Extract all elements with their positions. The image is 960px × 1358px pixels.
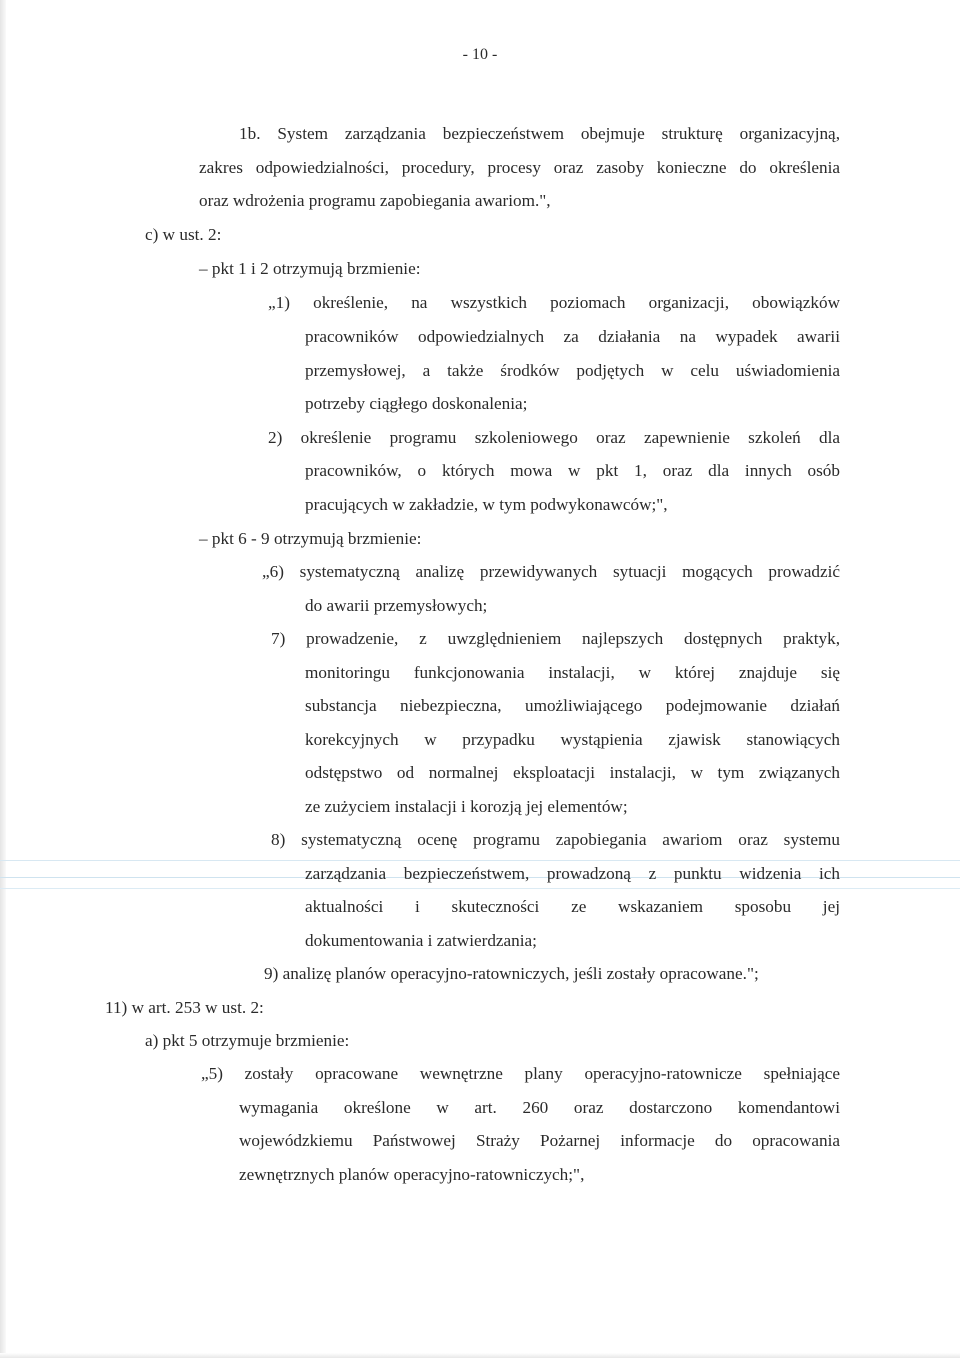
list-item-label: 11) w art. 253 w ust. 2:: [105, 998, 264, 1017]
text-line: „1) określenie, na wszystkich poziomach organizacji, obowiązków: [268, 293, 840, 312]
text-line: „6) systematyczną analizę przewidywanych sytuacji mogących prowadzić: [262, 562, 840, 581]
text-line: aktualności i skuteczności ze wskazaniem sposobu jej: [305, 897, 840, 916]
scan-bottom-edge: [0, 1353, 960, 1358]
text-line: 7) prowadzenie, z uwzględnieniem najlepszych dostępnych praktyk,: [271, 629, 840, 648]
text-line: monitoringu funkcjonowania instalacji, w której znajduje się: [305, 663, 840, 682]
text-line: wojewódzkiemu Państwowej Straży Pożarnej informacje do opracowania: [239, 1131, 840, 1150]
text-line: „5) zostały opracowane wewnętrzne plany operacyjno-ratownicze spełniające: [201, 1064, 840, 1083]
text-line: 9) analizę planów operacyjno-ratowniczych, jeśli zostały opracowane.";: [264, 964, 759, 983]
scan-artifact-line: [0, 888, 960, 889]
text-line: wymagania określone w art. 260 oraz dostarczono komendantowi: [239, 1098, 840, 1117]
text-line: potrzeby ciągłego doskonalenia;: [305, 394, 528, 413]
list-item-label: a) pkt 5 otrzymuje brzmienie:: [145, 1031, 350, 1050]
text-line: pracowników odpowiedzialnych za działania na wypadek awarii: [305, 327, 840, 346]
text-line: przemysłowej, a także środków podjętych w celu uświadomienia: [305, 361, 840, 380]
text-line: pracujących w zakładzie, w tym podwykonawców;",: [305, 495, 668, 514]
text-line: oraz wdrożenia programu zapobiegania awariom.",: [199, 191, 551, 210]
text-line: do awarii przemysłowych;: [305, 596, 488, 615]
text-line: zarządzania bezpieczeństwem, prowadzoną z punktu widzenia ich: [305, 864, 840, 883]
text-line: zewnętrznych planów operacyjno-ratowniczych;",: [239, 1165, 585, 1184]
page-number: - 10 -: [462, 46, 498, 63]
text-line: – pkt 6 - 9 otrzymują brzmienie:: [199, 529, 422, 548]
text-line: 8) systematyczną ocenę programu zapobiegania awariom oraz systemu: [271, 830, 840, 849]
text-line: zakres odpowiedzialności, procedury, procesy oraz zasoby konieczne do określenia: [199, 158, 840, 177]
scan-artifact-line: [0, 860, 960, 861]
text-line: ze zużyciem instalacji i korozją jej elementów;: [305, 797, 628, 816]
text-line: 1b. System zarządzania bezpieczeństwem obejmuje strukturę organizacyjną,: [239, 124, 840, 143]
text-line: – pkt 1 i 2 otrzymują brzmienie:: [199, 259, 421, 278]
list-item-label: c) w ust. 2:: [145, 225, 222, 244]
text-line: korekcyjnych w przypadku wystąpienia zjawisk stanowiących: [305, 730, 840, 749]
text-line: substancja niebezpieczna, umożliwiającego podejmowanie działań: [305, 696, 840, 715]
text-line: dokumentowania i zatwierdzania;: [305, 931, 537, 950]
text-line: pracowników, o których mowa w pkt 1, oraz dla innych osób: [305, 461, 840, 480]
text-line: odstępstwo od normalnej eksploatacji instalacji, w tym związanych: [305, 763, 840, 782]
scan-left-edge: [0, 0, 6, 1358]
text-line: 2) określenie programu szkoleniowego oraz zapewnienie szkoleń dla: [268, 428, 840, 447]
